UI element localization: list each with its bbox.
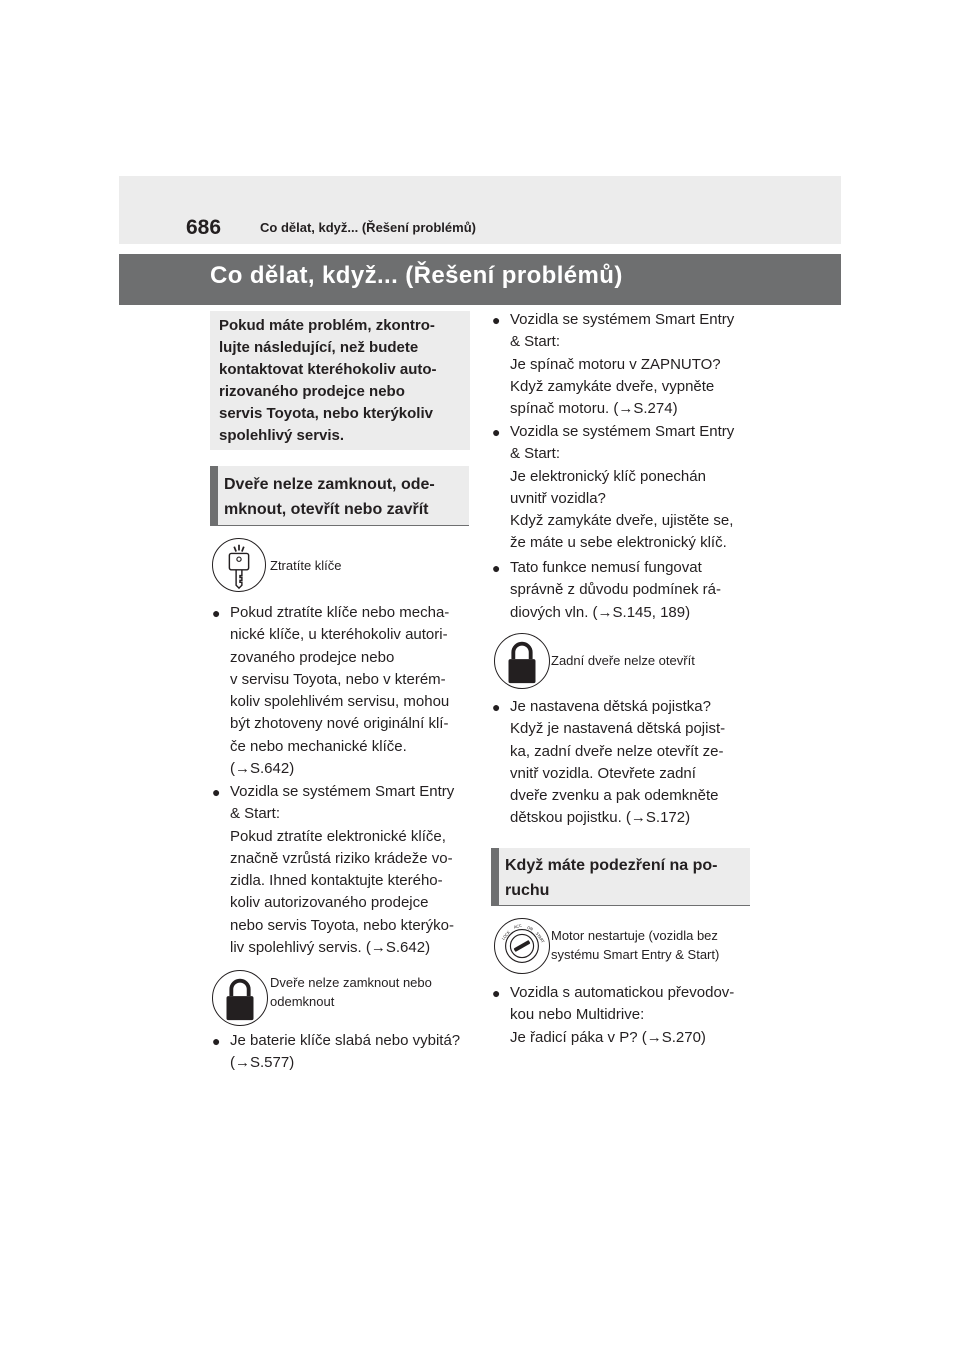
section-suspect-heading: Když máte podezření na po- ruchu (505, 857, 718, 899)
key-icon (212, 538, 266, 592)
bullet-text: Je nastavena dětská pojistka? Když je nastavená dětská pojist- ka, zadní dveře nelze otevřít ze- vnitř vozidla. Otevřete zadní dveře zvenku a pak odemkněte dětskou pojistku. (→S.172) (510, 698, 726, 827)
rear-doors-label: Zadní dveře nelze otevřít (551, 653, 695, 668)
page-number: 686 (186, 216, 222, 239)
bullet-rear-doors-1 (492, 696, 754, 830)
bullet-engine-1 (492, 982, 754, 1049)
bullet-lock-fail-2 (492, 309, 754, 420)
bullet-text: Je baterie klíče slabá nebo vybitá? (→S.577) (230, 1032, 461, 1072)
bullet-text: Tato funkce nemusí fungovat správně z důvodu podmínek rá- diových vln. (→S.145, 189) (510, 559, 721, 621)
bullet-dot: ● (212, 605, 221, 621)
switch-mark-start: START (534, 931, 546, 944)
bullet-lost-keys-2 (212, 781, 474, 959)
bullet-lock-fail-4 (492, 557, 754, 624)
switch-mark-acc: ACC (513, 922, 523, 930)
bullet-dot: ● (492, 560, 501, 576)
bullet-dot: ● (212, 784, 221, 800)
padlock-icon (212, 970, 268, 1026)
bullet-text: Vozidla se systémem Smart Entry & Start: Pokud ztratíte elektronické klíče, značně vzrůstá riziko krádeže vo- zidla. Ihned kontaktujte kterého- koliv autorizovaného prodejce nebo servis Toyota, nebo kterýko- liv spolehlivý servis. (→S.642) (230, 783, 455, 957)
bullet-dot: ● (212, 1033, 221, 1049)
bullet-dot: ● (492, 985, 501, 1001)
section-doors-heading: Dveře nelze zamknout, ode- mknout, otevřít nebo zavřít (224, 476, 435, 518)
bullet-dot: ● (492, 699, 501, 715)
bullet-lost-keys-1 (212, 602, 474, 780)
bullet-dot: ● (492, 424, 501, 440)
bullet-lock-fail-1 (212, 1030, 474, 1075)
padlock-icon (494, 633, 550, 689)
bullet-text: Vozidla s automatickou převodov- kou nebo Multidrive: Je řadicí páka v P? (→S.270) (510, 984, 735, 1046)
bullet-lock-fail-3 (492, 421, 754, 555)
bullet-dot: ● (492, 312, 501, 328)
bullet-text: Pokud ztratíte klíče nebo mecha- nické klíče, u kteréhokoliv autori- zovaného prodejce nebo v servisu Toyota, nebo v kterém- koliv spolehlivém servisu, mohou být zhotoveny nové originální klí- če nebo mechanické klíče. (→S.642) (230, 604, 450, 778)
lost-keys-label: Ztratíte klíče (270, 558, 342, 573)
bullet-text: Vozidla se systémem Smart Entry & Start: Je spínač motoru v ZAPNUTO? Když zamykáte dveře, vypněte spínač motoru. (→S.274) (510, 311, 735, 418)
intro-text: Pokud máte problém, zkontro- lujte následující, než budete kontaktovat kteréhokoliv auto- rizovaného prodejce nebo servis Toyota, nebo kterýkoliv spolehlivý servis. (219, 317, 437, 444)
lock-fail-label: Dveře nelze zamknout nebo odemknout (270, 975, 432, 1009)
page-title: Co dělat, když... (Řešení problémů) (210, 262, 623, 289)
switch-mark-on: ON (526, 924, 534, 932)
running-title: Co dělat, když... (Řešení problémů) (260, 220, 476, 235)
header-band (119, 176, 841, 244)
engine-label: Motor nestartuje (vozidla bez systému Smart Entry & Start) (551, 928, 720, 962)
switch-mark-lock: LOCK (500, 929, 512, 941)
bullet-text: Vozidla se systémem Smart Entry & Start: Je elektronický klíč ponechán uvnitř vozidla? Když zamykáte dveře, ujistěte se, že máte u sebe elektronický klíč. (510, 423, 735, 552)
ignition-switch-icon (494, 918, 550, 974)
